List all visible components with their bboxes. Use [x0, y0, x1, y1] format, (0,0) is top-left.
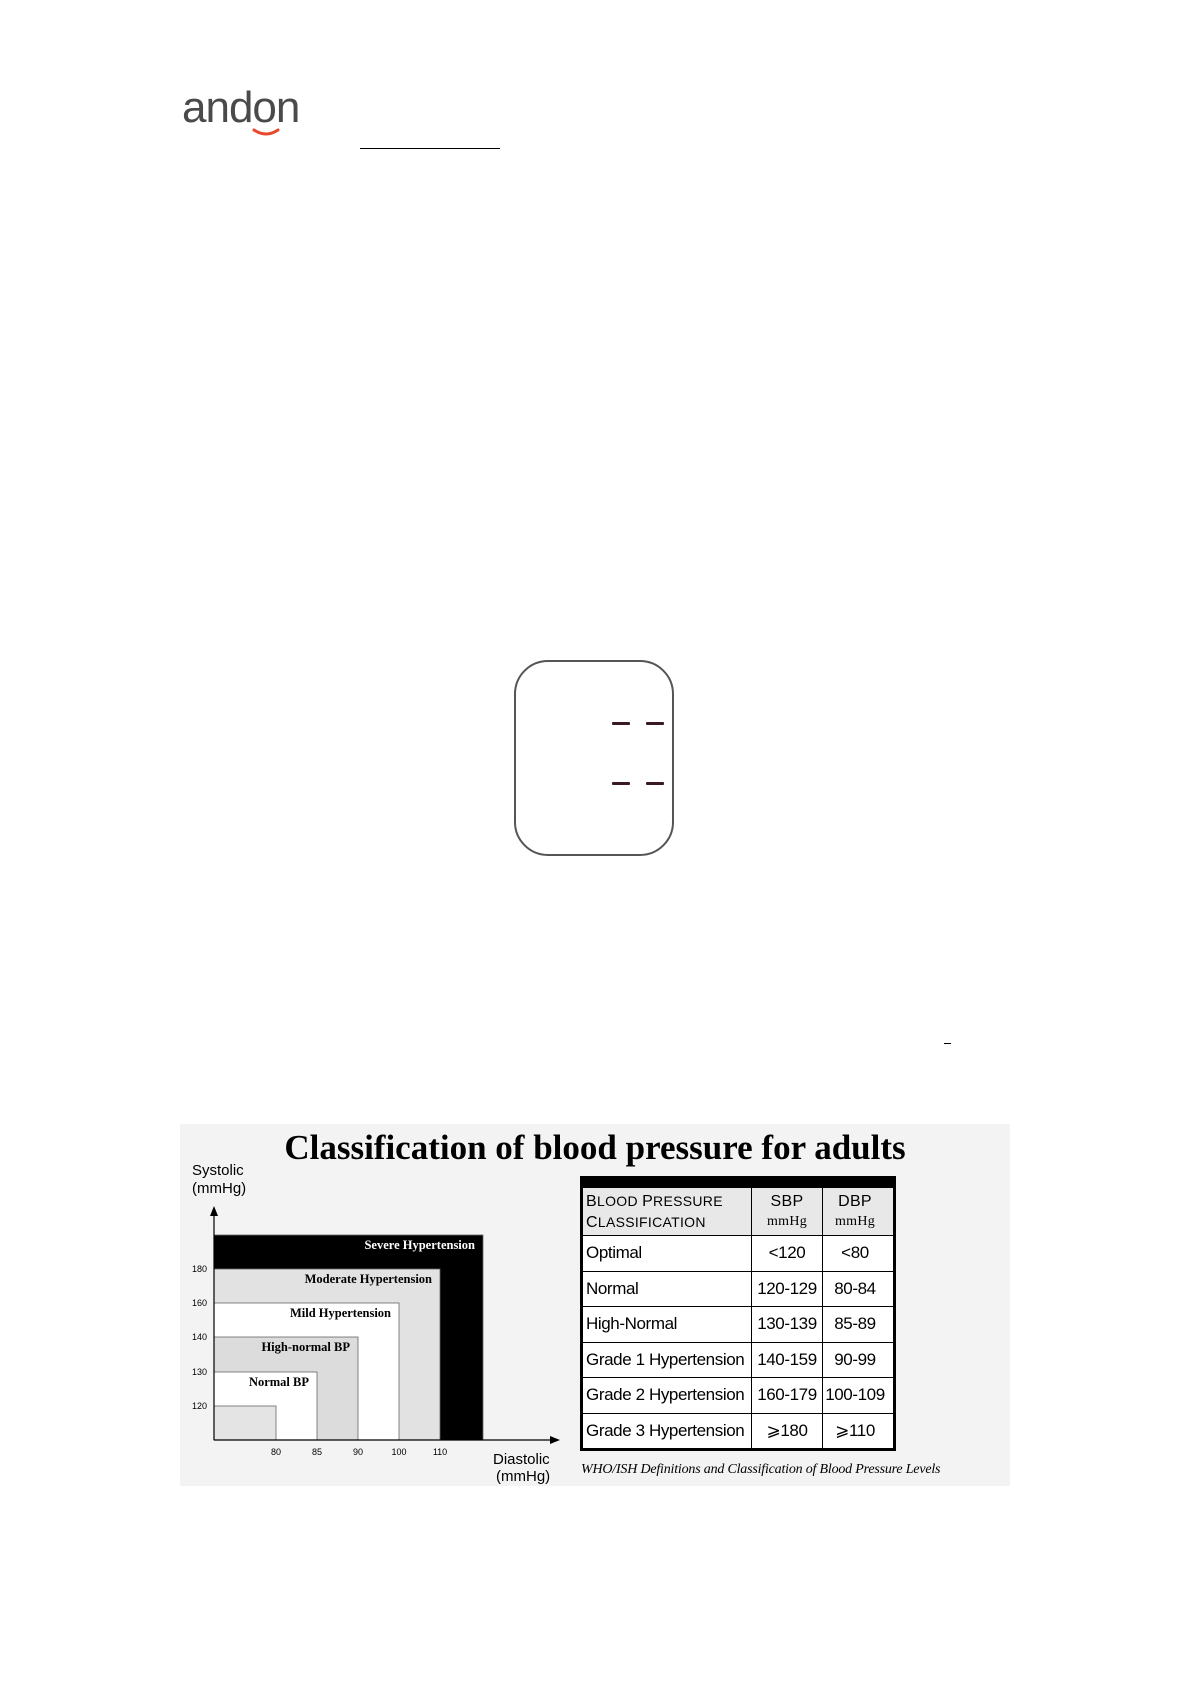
table-body — [583, 1235, 893, 1448]
table-row — [583, 1377, 893, 1413]
bp-classification-table — [580, 1176, 896, 1451]
lcd-dash — [612, 782, 630, 785]
y-tick-label: 140 — [192, 1332, 208, 1342]
andon-logo — [180, 86, 340, 146]
logo-text: andon — [182, 86, 300, 132]
table-row — [583, 1235, 893, 1271]
x-tick-label: 85 — [311, 1447, 323, 1457]
row-dbp: 100-109 — [825, 1385, 885, 1405]
region-label: Mild Hypertension — [289, 1306, 391, 1320]
y-axis-unit: (mmHg) — [192, 1180, 247, 1197]
row-dbp: 90-99 — [834, 1349, 876, 1369]
row-sbp: 140-159 — [752, 1343, 823, 1378]
region-label: High-normal BP — [261, 1340, 350, 1354]
region-label: Moderate Hypertension — [304, 1272, 432, 1286]
bp-classification-figure — [180, 1124, 1010, 1486]
row-sbp: 160-179 — [752, 1378, 823, 1413]
y-axis-arrow-icon — [210, 1206, 218, 1216]
region-label: Severe Hypertension — [364, 1238, 475, 1252]
x-tick-label: 90 — [352, 1447, 364, 1457]
table-row — [583, 1271, 893, 1307]
row-classification: Grade 3 Hypertension — [583, 1414, 752, 1449]
table-row — [583, 1342, 893, 1378]
y-axis-label: Systolic — [192, 1162, 244, 1179]
region-optimal — [214, 1406, 276, 1440]
header-classification: BLOOD PRESSURE CLASSIFICATION — [583, 1188, 752, 1235]
row-sbp: 130-139 — [752, 1307, 823, 1342]
x-axis-arrow-icon — [550, 1436, 560, 1444]
figure-title: Classification of blood pressure for adults — [284, 1128, 906, 1167]
table-row — [583, 1306, 893, 1342]
x-axis-label: Diastolic — [493, 1451, 550, 1468]
table-row — [583, 1413, 893, 1449]
lcd-display — [514, 660, 674, 856]
row-sbp: <120 — [752, 1236, 823, 1271]
row-classification: Optimal — [583, 1236, 752, 1271]
row-dbp: 85-89 — [834, 1314, 876, 1334]
figure-caption: WHO/ISH Definitions and Classification of Blood Pressure Levels — [581, 1462, 941, 1477]
row-classification: Grade 1 Hypertension — [583, 1343, 752, 1378]
row-sbp: 120-129 — [752, 1272, 823, 1307]
row-dbp: ⩾110 — [835, 1420, 875, 1440]
header-sbp: SBP mmHg — [752, 1188, 823, 1235]
row-sbp: ⩾180 — [752, 1414, 823, 1449]
x-tick-label: 100 — [391, 1447, 407, 1457]
region-label: Normal BP — [248, 1375, 309, 1389]
row-classification: Grade 2 Hypertension — [583, 1378, 752, 1413]
header-dbp: DBP mmHg — [834, 1192, 876, 1229]
row-dbp: 80-84 — [834, 1278, 876, 1298]
header-rule — [360, 148, 500, 149]
row-classification: Normal — [583, 1272, 752, 1307]
stray-mark — [944, 1043, 951, 1044]
lcd-dash — [646, 782, 664, 785]
x-tick-label: 80 — [270, 1447, 282, 1457]
lcd-dash — [646, 722, 664, 725]
y-tick-label: 130 — [192, 1367, 208, 1377]
table-header-row — [583, 1188, 893, 1235]
table-top-bar — [583, 1179, 893, 1188]
y-tick-label: 180 — [192, 1264, 208, 1274]
row-dbp: <80 — [841, 1243, 869, 1263]
row-classification: High-Normal — [583, 1307, 752, 1342]
x-axis-unit: (mmHg) — [496, 1468, 551, 1485]
lcd-dash — [612, 722, 630, 725]
bp-category-chart — [180, 1124, 560, 1486]
y-tick-label: 160 — [192, 1298, 208, 1308]
y-tick-label: 120 — [192, 1401, 208, 1411]
x-tick-label: 110 — [432, 1447, 448, 1457]
